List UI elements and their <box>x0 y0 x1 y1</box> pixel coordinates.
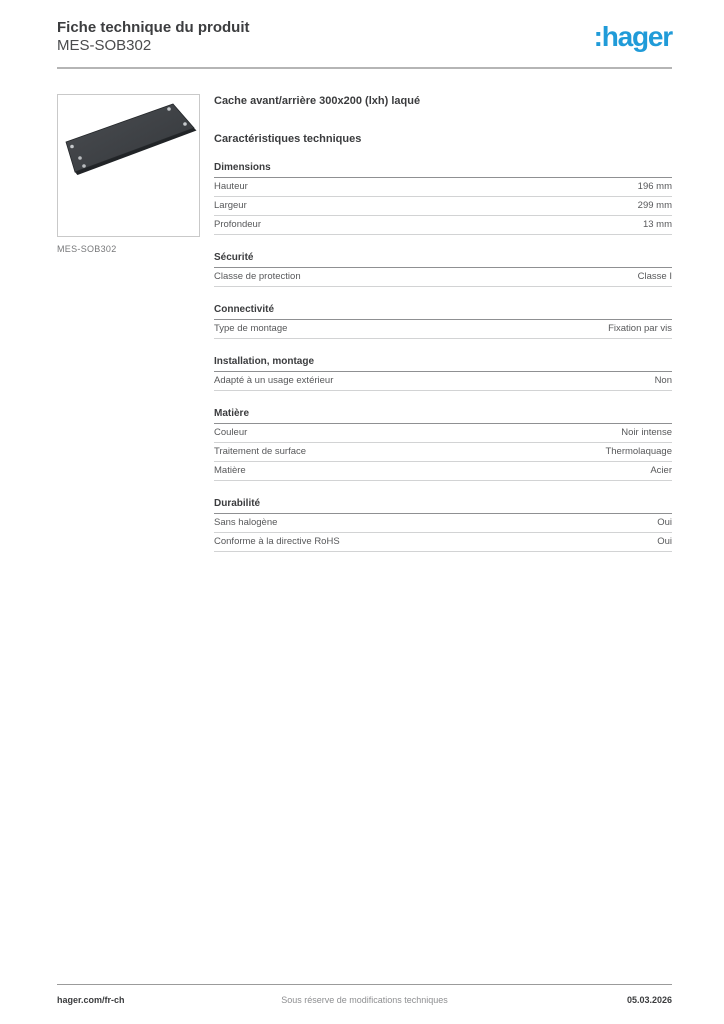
spec-label: Adapté à un usage extérieur <box>214 375 334 386</box>
section-title: Durabilité <box>214 498 672 514</box>
product-image-column <box>57 94 200 254</box>
spec-label: Traitement de surface <box>214 446 307 457</box>
spec-row <box>214 320 672 339</box>
spec-row <box>214 514 672 533</box>
footer-website-link[interactable]: hager.com/fr-ch <box>57 995 125 1005</box>
spec-label: Hauteur <box>214 181 248 192</box>
section-durabilite <box>214 498 672 552</box>
section-title: Sécurité <box>214 252 672 268</box>
section-matiere <box>214 408 672 481</box>
spec-row <box>214 372 672 391</box>
spec-row <box>214 197 672 216</box>
section-title: Matière <box>214 408 672 424</box>
spec-value: 299 mm <box>637 200 672 211</box>
spec-value: Acier <box>650 465 672 476</box>
spec-label: Profondeur <box>214 219 262 230</box>
section-title: Connectivité <box>214 304 672 320</box>
spec-label: Classe de protection <box>214 271 301 282</box>
spec-label: Largeur <box>214 200 247 211</box>
spec-label: Couleur <box>214 427 248 438</box>
section-connectivite <box>214 304 672 339</box>
spec-label: Conforme à la directive RoHS <box>214 536 340 547</box>
spec-row <box>214 178 672 197</box>
spec-value: Classe I <box>637 271 672 282</box>
spec-row <box>214 443 672 462</box>
header-divider <box>57 67 672 69</box>
spec-value: Oui <box>657 517 672 528</box>
spec-value: Oui <box>657 536 672 547</box>
characteristics-heading: Caractéristiques techniques <box>214 133 362 145</box>
section-title: Installation, montage <box>214 356 672 372</box>
product-image-caption: MES-SOB302 <box>57 244 117 254</box>
spec-label: Type de montage <box>214 323 288 334</box>
product-image <box>57 94 200 237</box>
header <box>57 19 672 55</box>
product-code: MES-SOB302 <box>57 37 152 54</box>
section-installation <box>214 356 672 391</box>
product-name: Cache avant/arrière 300x200 (lxh) laqué <box>214 95 421 107</box>
spec-label: Matière <box>214 465 246 476</box>
spec-label: Sans halogène <box>214 517 278 528</box>
spec-row <box>214 533 672 552</box>
spec-value: Non <box>654 375 672 386</box>
section-securite <box>214 252 672 287</box>
spec-row <box>214 424 672 443</box>
spec-value: 196 mm <box>637 181 672 192</box>
page-title: Fiche technique du produit <box>57 19 250 36</box>
footer-date: 05.03.2026 <box>626 995 672 1005</box>
spec-value: Thermolaquage <box>605 446 672 457</box>
cover-plate-illustration <box>58 95 199 236</box>
section-dimensions <box>214 162 672 235</box>
spec-column <box>214 94 672 552</box>
spec-value: 13 mm <box>642 219 672 230</box>
hager-logo: :hager <box>593 21 672 52</box>
spec-value: Fixation par vis <box>608 323 672 334</box>
spec-row <box>214 216 672 235</box>
footer <box>57 984 672 1005</box>
main-content <box>57 94 672 552</box>
section-title: Dimensions <box>214 162 672 178</box>
spec-row <box>214 268 672 287</box>
spec-value: Noir intense <box>621 427 672 438</box>
spec-row <box>214 462 672 481</box>
footer-disclaimer: Sous réserve de modifications techniques <box>281 995 448 1005</box>
